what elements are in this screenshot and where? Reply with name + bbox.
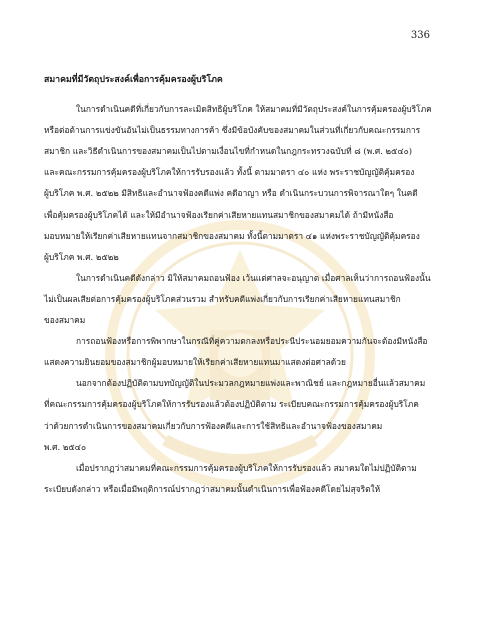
paragraph-line: ว่าด้วยการดำเนินการของสมาคมเกี่ยวกับการฟ้องคดีและการใช้สิทธิและอำนาจฟ้องของสมาคม [44,420,383,431]
document-body [44,70,442,500]
paragraph-line: พ.ศ. ๒๕๔๐ [44,441,87,452]
page-number: 336 [410,30,430,41]
paragraph-line: นอกจากต้องปฏิบัติตามบทบัญญัติในประมวลกฎหมายแพ่งและพาณิชย์ และกฎหมายอื่นแล้วสมาคม [76,378,426,389]
paragraph-settlement [44,331,442,373]
paragraph-line: การถอนฟ้องหรือการพิพากษาในกรณีที่คู่ความตกลงหรือประนีประนอมยอมความกันจะต้องมีหนังสือ [76,336,428,347]
paragraph-line: ที่คณะกรรมการคุ้มครองผู้บริโภคให้การรับรองแล้วต้องปฏิบัติตาม ระเบียบคณะกรรมการคุ้มครองผู้บริโภค [44,399,419,410]
paragraph-line: ระเบียบดังกล่าว หรือเมื่อมีพฤติการณ์ปรากฏว่าสมาคมนั้นดำเนินการเพื่อฟ้องคดีโดยไม่สุจริตให้ [44,483,381,494]
paragraph-consumer-protection-associations [44,99,442,268]
paragraph-line: และคณะกรรมการคุ้มครองผู้บริโภคให้การรับรองแล้ว ทั้งนี้ ตามมาตรา ๔๐ แห่ง พระราชบัญญัติคุ้มครอง [44,167,415,178]
paragraph-compliance [44,373,442,457]
paragraph-line: เมื่อปรากฏว่าสมาคมที่คณะกรรมการคุ้มครองผู้บริโภคให้การรับรองแล้ว สมาคมใดไม่ปฏิบัติตาม [76,462,417,473]
paragraph-line: มอบหมายให้เรียกค่าเสียหายแทนจากสมาชิกของสมาคม ทั้งนี้ตามมาตรา ๔๑ แห่งพระราชบัญญัติคุ้มครอง [44,230,420,241]
paragraph-revocation [44,458,442,500]
paragraph-line: ในการดำเนินคดีดังกล่าว มิให้สมาคมถอนฟ้อง เว้นแต่ศาลจะอนุญาต เมื่อศาลเห็นว่าการถอนฟ้องนั้น [76,272,431,283]
paragraph-line: ผู้บริโภค พ.ศ. ๒๕๒๒ มีสิทธิและอำนาจฟ้องคดีแพ่ง คดีอาญา หรือ ดำเนินกระบวนการพิจารณาใดๆ ในคดี [44,188,418,199]
paragraph-line: หรือต่อต้านการแข่งขันอันไม่เป็นธรรมทางการค้า ซึ่งมีข้อบังคับของสมาคมในส่วนที่เกี่ยวกับคณะกรรมการ [44,125,421,136]
paragraph-line: ของสมาคม [44,315,86,326]
paragraph-line: ผู้บริโภค พ.ศ. ๒๕๒๒ [44,251,119,262]
paragraph-line: ในการดำเนินคดีที่เกี่ยวกับการละเมิดสิทธิผู้บริโภค ให้สมาคมที่มีวัตถุประสงค์ในการคุ้มครองผู้บริโภค [76,104,432,115]
paragraph-line: ไม่เป็นผลเสียต่อการคุ้มครองผู้บริโภคส่วนรวม สำหรับคดีแพ่งเกี่ยวกับการเรียกค่าเสียหายแทนสมาชิก [44,293,401,304]
section-heading: สมาคมที่มีวัตถุประสงค์เพื่อการคุ้มครองผู้บริโภค [44,75,223,85]
paragraph-line: สมาชิก และวิธีดำเนินการของสมาคมเป็นไปตามเงื่อนไขที่กำหนดในกฎกระทรวงฉบับที่ ๘ (พ.ศ. ๒๕๔๐) [44,146,413,157]
paragraph-withdrawal [44,268,442,331]
paragraph-line: เพื่อคุ้มครองผู้บริโภคได้ และให้มีอำนาจฟ้องเรียกค่าเสียหายแทนสมาชิกของสมาคมได้ ถ้ามีหนังสือ [44,209,394,220]
paragraph-line: แสดงความยินยอมของสมาชิกผู้มอบหมายให้เรียกค่าเสียหายแทนมาแสดงต่อศาลด้วย [44,357,346,368]
